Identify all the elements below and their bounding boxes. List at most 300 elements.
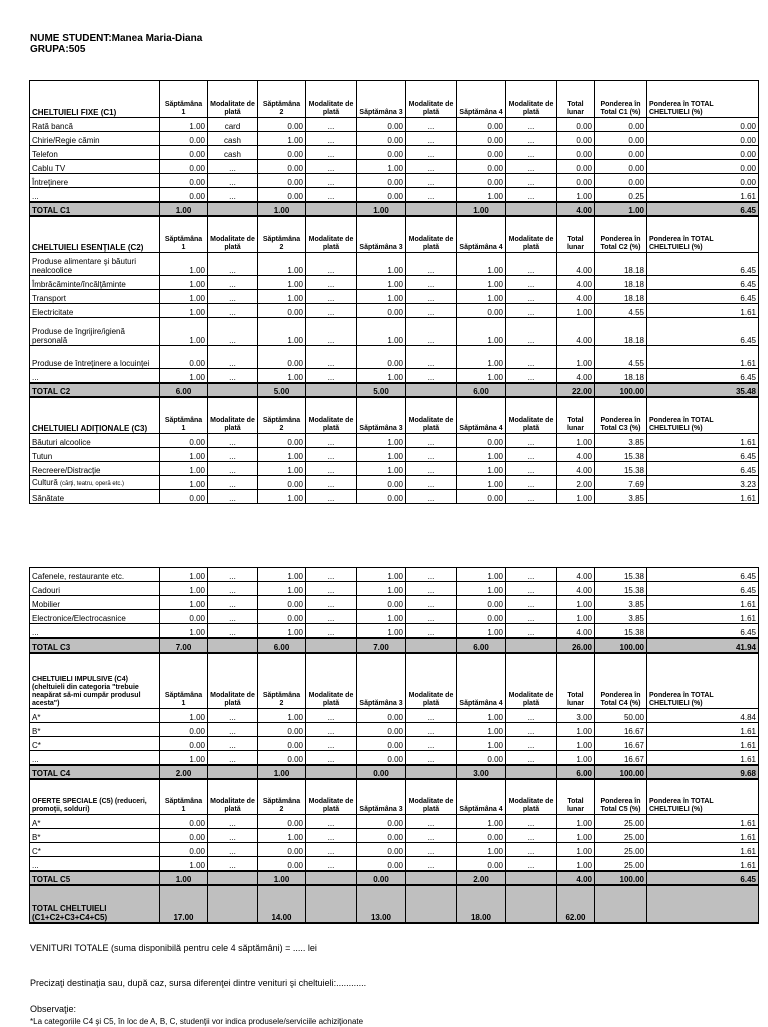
value-cell: 0.00	[457, 490, 506, 504]
value-cell: 1.00	[557, 304, 595, 318]
value-cell: 0.00	[457, 160, 506, 174]
payment-mode-cell: ...	[506, 751, 557, 765]
table-row	[30, 815, 759, 829]
week1-grand-total: 17.00	[160, 885, 208, 923]
week4-header: Săptămâna 4	[457, 397, 506, 434]
payment-mode-cell: cash	[208, 146, 258, 160]
empty-cell	[208, 383, 258, 397]
row-label-text: ...	[32, 191, 39, 201]
value-cell: 1.00	[457, 624, 506, 638]
payment-mode-cell: ...	[208, 290, 258, 304]
payment-mode-cell: ...	[506, 304, 557, 318]
value-cell: 1.00	[457, 188, 506, 202]
payment-mode-cell: ...	[306, 723, 357, 737]
payment-mode-cell: ...	[406, 118, 457, 132]
total-income-line: VENITURI TOTALE (suma disponibilă pentru cele 4 săptămâni) = ..... lei	[30, 943, 317, 953]
value-cell: 0.00	[357, 132, 406, 146]
value-cell: 1.00	[557, 346, 595, 369]
row-label	[30, 369, 160, 383]
value-cell: 0.00	[595, 118, 647, 132]
payment-mode-cell: ...	[208, 174, 258, 188]
payment-mode-header: Modalitate de plată	[406, 216, 457, 253]
value-cell: 1.00	[357, 318, 406, 346]
payment-mode-cell: ...	[506, 568, 557, 582]
value-cell: 4.00	[557, 448, 595, 462]
value-cell: 1.61	[647, 434, 759, 448]
payment-mode-cell: ...	[506, 624, 557, 638]
row-label-text: Cadouri	[32, 586, 61, 595]
table-row	[30, 304, 759, 318]
payment-mode-cell: ...	[306, 462, 357, 476]
value-cell: 4.00	[557, 582, 595, 596]
category-share-header: Ponderea în Total C1 (%)	[595, 81, 647, 118]
value-cell: 0.00	[357, 709, 406, 723]
week4-total: 3.00	[457, 765, 506, 779]
row-label-text: C*	[32, 847, 41, 856]
value-cell: 1.00	[457, 582, 506, 596]
value-cell: 1.00	[258, 253, 306, 276]
payment-mode-header: Modalitate de plată	[506, 397, 557, 434]
empty-cell	[406, 638, 457, 653]
payment-mode-cell: ...	[208, 624, 258, 638]
row-label	[30, 188, 160, 202]
row-label	[30, 132, 160, 146]
empty-cell	[208, 765, 258, 779]
week1-header: Săptămâna 1	[160, 779, 208, 815]
payment-mode-cell: ...	[306, 369, 357, 383]
payment-mode-header: Modalitate de plată	[208, 779, 258, 815]
week3-header: Săptămâna 3	[357, 216, 406, 253]
value-cell: 0.00	[457, 132, 506, 146]
value-cell: 0.00	[258, 118, 306, 132]
row-label-text: Cafenele, restaurante etc.	[32, 572, 125, 581]
value-cell: 1.00	[457, 369, 506, 383]
value-cell: 0.00	[258, 815, 306, 829]
payment-mode-cell: ...	[406, 253, 457, 276]
row-label	[30, 610, 160, 624]
value-cell: 1.00	[557, 829, 595, 843]
value-cell: 0.00	[258, 596, 306, 610]
value-cell: 4.00	[557, 253, 595, 276]
value-cell: 0.00	[557, 132, 595, 146]
value-cell: 0.00	[457, 596, 506, 610]
payment-mode-cell: ...	[406, 709, 457, 723]
section-title: CHELTUIELI IMPULSIVE (C4) (cheltuieli din categoria "trebuie neapărat să-mi cumpăr produsul acesta")	[30, 653, 160, 709]
week3-header: Săptămâna 3	[357, 81, 406, 118]
value-cell: 1.00	[557, 434, 595, 448]
payment-mode-cell: ...	[208, 160, 258, 174]
payment-mode-cell: ...	[306, 476, 357, 490]
value-cell: 0.00	[160, 160, 208, 174]
value-cell: 0.00	[357, 174, 406, 188]
row-label	[30, 624, 160, 638]
value-cell: 0.00	[160, 434, 208, 448]
empty-cell	[208, 638, 258, 653]
table-row	[30, 146, 759, 160]
payment-mode-cell: ...	[306, 318, 357, 346]
payment-mode-cell: ...	[406, 448, 457, 462]
payment-mode-cell: ...	[506, 723, 557, 737]
payment-mode-cell: ...	[306, 582, 357, 596]
value-cell: 3.23	[647, 476, 759, 490]
row-label	[30, 118, 160, 132]
value-cell: 18.18	[595, 318, 647, 346]
payment-mode-cell: ...	[306, 596, 357, 610]
value-cell: 1.61	[647, 829, 759, 843]
value-cell: 1.00	[557, 857, 595, 871]
value-cell: 25.00	[595, 857, 647, 871]
value-cell: 0.00	[258, 434, 306, 448]
table-row	[30, 829, 759, 843]
value-cell: 15.38	[595, 568, 647, 582]
payment-mode-header: Modalitate de plată	[208, 397, 258, 434]
value-cell: 1.00	[160, 118, 208, 132]
value-cell: 6.45	[647, 369, 759, 383]
payment-mode-cell: ...	[506, 132, 557, 146]
total-row	[30, 765, 759, 779]
empty-cell	[647, 885, 759, 923]
payment-mode-cell: ...	[306, 490, 357, 504]
payment-mode-cell: ...	[406, 582, 457, 596]
value-cell: 1.00	[258, 369, 306, 383]
value-cell: 1.00	[557, 815, 595, 829]
payment-mode-cell: ...	[208, 434, 258, 448]
value-cell: 1.00	[160, 624, 208, 638]
value-cell: 0.00	[258, 188, 306, 202]
payment-mode-cell: ...	[306, 843, 357, 857]
payment-mode-cell: ...	[306, 568, 357, 582]
week1-header: Săptămâna 1	[160, 216, 208, 253]
value-cell: 1.61	[647, 857, 759, 871]
week4-grand-total: 18.00	[457, 885, 506, 923]
value-cell: 1.61	[647, 596, 759, 610]
payment-mode-cell: ...	[306, 829, 357, 843]
note-text: *La categoriile C4 şi C5, în loc de A, B, C, studenţii vor indica produsele/serviciile achiziţionate	[30, 1017, 364, 1026]
row-label-text: Întreţinere	[32, 178, 69, 187]
category-share-total: 100.00	[595, 765, 647, 779]
payment-mode-cell: ...	[208, 476, 258, 490]
value-cell: 1.00	[258, 582, 306, 596]
row-label-text: B*	[32, 727, 41, 736]
empty-cell	[406, 383, 457, 397]
payment-mode-header: Modalitate de plată	[406, 81, 457, 118]
row-label-text: A*	[32, 713, 41, 722]
payment-mode-cell: ...	[506, 318, 557, 346]
value-cell: 1.00	[258, 290, 306, 304]
payment-mode-cell: ...	[406, 857, 457, 871]
row-label-text: Telefon	[32, 150, 58, 159]
total-share-header: Ponderea în TOTAL CHELTUIELI (%)	[647, 779, 759, 815]
value-cell: 0.00	[160, 188, 208, 202]
value-cell: 0.00	[258, 843, 306, 857]
value-cell: 0.00	[258, 723, 306, 737]
value-cell: 3.85	[595, 434, 647, 448]
value-cell: 1.00	[457, 709, 506, 723]
row-label-text: ...	[32, 372, 39, 382]
payment-mode-header: Modalitate de plată	[406, 397, 457, 434]
total-label: TOTAL C2	[30, 383, 160, 397]
expenses-table-part2	[29, 567, 759, 924]
value-cell: 0.00	[595, 146, 647, 160]
value-cell: 15.38	[595, 582, 647, 596]
value-cell: 4.00	[557, 318, 595, 346]
total-share-header: Ponderea în TOTAL CHELTUIELI (%)	[647, 216, 759, 253]
value-cell: 0.00	[595, 132, 647, 146]
payment-mode-cell: ...	[208, 709, 258, 723]
value-cell: 0.00	[595, 174, 647, 188]
row-label-text: ...	[32, 860, 39, 870]
value-cell: 0.00	[357, 490, 406, 504]
value-cell: 0.00	[160, 843, 208, 857]
row-label	[30, 568, 160, 582]
payment-mode-cell: ...	[406, 723, 457, 737]
value-cell: 0.00	[647, 174, 759, 188]
empty-cell	[306, 885, 357, 923]
payment-mode-cell: ...	[506, 476, 557, 490]
value-cell: 16.67	[595, 751, 647, 765]
table-row	[30, 434, 759, 448]
payment-mode-cell: ...	[506, 857, 557, 871]
value-cell: 0.00	[457, 304, 506, 318]
table-row	[30, 709, 759, 723]
payment-mode-cell: ...	[506, 829, 557, 843]
value-cell: 1.00	[258, 568, 306, 582]
row-label	[30, 174, 160, 188]
value-cell: 1.61	[647, 815, 759, 829]
table-row	[30, 843, 759, 857]
value-cell: 1.00	[557, 751, 595, 765]
value-cell: 3.85	[595, 490, 647, 504]
row-label-text: Rată bancă	[32, 122, 73, 131]
value-cell: 0.00	[357, 843, 406, 857]
value-cell: 6.45	[647, 568, 759, 582]
value-cell: 1.00	[357, 290, 406, 304]
monthly-grand-total: 62.00	[557, 885, 595, 923]
value-cell: 4.00	[557, 276, 595, 290]
value-cell: 1.00	[357, 369, 406, 383]
value-cell: 0.00	[357, 146, 406, 160]
value-cell: 1.00	[160, 582, 208, 596]
value-cell: 6.45	[647, 624, 759, 638]
row-label	[30, 476, 160, 490]
table-row	[30, 462, 759, 476]
payment-mode-cell: ...	[506, 709, 557, 723]
value-cell: 1.61	[647, 188, 759, 202]
empty-cell	[208, 202, 258, 216]
total-share-header: Ponderea în TOTAL CHELTUIELI (%)	[647, 81, 759, 118]
payment-mode-cell: ...	[506, 253, 557, 276]
value-cell: 1.00	[557, 596, 595, 610]
value-cell: 1.00	[557, 843, 595, 857]
row-label	[30, 815, 160, 829]
row-label-text: Recreere/Distracţie	[32, 466, 101, 475]
row-label	[30, 290, 160, 304]
empty-cell	[306, 638, 357, 653]
category-share-total: 1.00	[595, 202, 647, 216]
value-cell: 6.45	[647, 582, 759, 596]
week3-header: Săptămâna 3	[357, 653, 406, 709]
row-label	[30, 318, 160, 346]
value-cell: 0.00	[457, 434, 506, 448]
section-header-row	[30, 81, 759, 118]
value-cell: 25.00	[595, 815, 647, 829]
value-cell: 0.00	[357, 857, 406, 871]
week2-header: Săptămâna 2	[258, 653, 306, 709]
payment-mode-cell: ...	[208, 304, 258, 318]
row-label-text: Tutun	[32, 452, 53, 461]
value-cell: 1.00	[457, 318, 506, 346]
week4-header: Săptămâna 4	[457, 653, 506, 709]
payment-mode-cell: ...	[306, 290, 357, 304]
value-cell: 1.00	[457, 448, 506, 462]
payment-mode-cell: ...	[306, 188, 357, 202]
row-label-text: Electricitate	[32, 308, 74, 317]
payment-mode-cell: ...	[208, 462, 258, 476]
row-label-text: B*	[32, 833, 41, 842]
total-row	[30, 383, 759, 397]
payment-mode-header: Modalitate de plată	[406, 779, 457, 815]
table-row	[30, 751, 759, 765]
payment-mode-cell: ...	[506, 276, 557, 290]
value-cell: 1.00	[457, 815, 506, 829]
value-cell: 1.00	[457, 568, 506, 582]
payment-mode-cell: ...	[506, 815, 557, 829]
value-cell: 1.00	[258, 709, 306, 723]
row-label	[30, 582, 160, 596]
payment-mode-cell: ...	[208, 318, 258, 346]
value-cell: 1.00	[457, 290, 506, 304]
payment-mode-cell: ...	[506, 434, 557, 448]
table-row	[30, 448, 759, 462]
total-row	[30, 202, 759, 216]
value-cell: 1.00	[457, 723, 506, 737]
value-cell: 0.00	[457, 174, 506, 188]
row-label-text: Transport	[32, 294, 66, 303]
value-cell: 1.61	[647, 723, 759, 737]
value-cell: 6.45	[647, 290, 759, 304]
value-cell: 0.00	[457, 610, 506, 624]
week3-header: Săptămâna 3	[357, 779, 406, 815]
section-header-row	[30, 653, 759, 709]
culture-note: (cărţi, teatru, operă etc.)	[60, 481, 125, 487]
payment-mode-cell: ...	[406, 596, 457, 610]
value-cell: 0.00	[160, 610, 208, 624]
value-cell: 0.00	[457, 751, 506, 765]
section-header-row	[30, 397, 759, 434]
payment-mode-cell: ...	[506, 174, 557, 188]
payment-mode-cell: ...	[506, 843, 557, 857]
value-cell: 1.00	[258, 624, 306, 638]
empty-cell	[506, 638, 557, 653]
value-cell: 6.45	[647, 462, 759, 476]
table-row	[30, 253, 759, 276]
row-label	[30, 160, 160, 174]
payment-mode-cell: ...	[506, 188, 557, 202]
value-cell: 0.00	[258, 737, 306, 751]
value-cell: 0.00	[457, 118, 506, 132]
value-cell: 15.38	[595, 462, 647, 476]
table-row	[30, 476, 759, 490]
week2-total: 1.00	[258, 871, 306, 885]
row-label	[30, 829, 160, 843]
row-label-text: Produse de îngrijire/igienă personală	[32, 327, 125, 345]
week2-header: Săptămâna 2	[258, 81, 306, 118]
row-label-text: Produse de întreţinere a locuinţei	[32, 359, 150, 368]
value-cell: 25.00	[595, 843, 647, 857]
value-cell: 18.18	[595, 369, 647, 383]
grand-total-label: TOTAL CHELTUIELI (C1+C2+C3+C4+C5)	[30, 885, 160, 923]
row-label-text: Chirie/Regie cămin	[32, 136, 100, 145]
payment-mode-cell: ...	[406, 751, 457, 765]
empty-cell	[595, 885, 647, 923]
payment-mode-cell: ...	[306, 857, 357, 871]
total-row	[30, 871, 759, 885]
payment-mode-cell: ...	[406, 462, 457, 476]
category-share-header: Ponderea în Total C5 (%)	[595, 779, 647, 815]
value-cell: 2.00	[557, 476, 595, 490]
week3-total: 5.00	[357, 383, 406, 397]
value-cell: 0.00	[258, 751, 306, 765]
value-cell: 25.00	[595, 829, 647, 843]
payment-mode-cell: ...	[506, 448, 557, 462]
value-cell: 0.00	[160, 815, 208, 829]
table-row	[30, 582, 759, 596]
payment-mode-cell: ...	[306, 253, 357, 276]
payment-mode-header: Modalitate de plată	[506, 81, 557, 118]
table-row	[30, 723, 759, 737]
value-cell: 4.00	[557, 290, 595, 304]
category-share-header: Ponderea în Total C4 (%)	[595, 653, 647, 709]
empty-cell	[506, 765, 557, 779]
value-cell: 0.00	[557, 174, 595, 188]
payment-mode-cell: ...	[208, 723, 258, 737]
value-cell: 1.61	[647, 346, 759, 369]
value-cell: 1.61	[647, 843, 759, 857]
table-row	[30, 290, 759, 304]
value-cell: 0.00	[647, 146, 759, 160]
value-cell: 1.00	[160, 857, 208, 871]
payment-mode-cell: ...	[406, 624, 457, 638]
value-cell: 0.00	[647, 118, 759, 132]
difference-line: Precizaţi destinaţia sau, după caz, sursa diferenţei dintre venituri şi cheltuieli:............	[30, 978, 367, 988]
table-row	[30, 737, 759, 751]
payment-mode-cell: ...	[506, 118, 557, 132]
payment-mode-cell: ...	[208, 829, 258, 843]
total-row	[30, 638, 759, 653]
payment-mode-cell: ...	[406, 346, 457, 369]
row-label	[30, 490, 160, 504]
payment-mode-cell: ...	[208, 582, 258, 596]
value-cell: 1.00	[457, 462, 506, 476]
value-cell: 1.00	[258, 276, 306, 290]
payment-mode-header: Modalitate de plată	[208, 216, 258, 253]
value-cell: 16.67	[595, 723, 647, 737]
value-cell: 1.61	[647, 737, 759, 751]
row-label	[30, 462, 160, 476]
value-cell: 0.00	[557, 160, 595, 174]
payment-mode-cell: ...	[208, 276, 258, 290]
value-cell: 18.18	[595, 290, 647, 304]
value-cell: 0.00	[457, 857, 506, 871]
value-cell: 0.00	[160, 174, 208, 188]
row-label	[30, 346, 160, 369]
row-label-text: Electronice/Electrocasnice	[32, 614, 126, 623]
payment-mode-header: Modalitate de plată	[208, 653, 258, 709]
table-row	[30, 276, 759, 290]
category-share-header: Ponderea în Total C2 (%)	[595, 216, 647, 253]
value-cell: 1.00	[357, 253, 406, 276]
table-row	[30, 610, 759, 624]
